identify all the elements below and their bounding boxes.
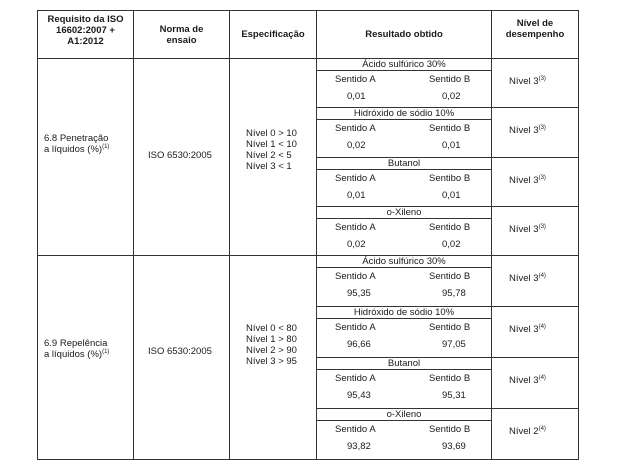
col-divider-5 [491,10,492,460]
table-bottom-border [37,459,579,460]
header-requisito [38,14,133,47]
requisito-footnote: (1) [102,143,110,150]
direction-a-label: Sentido A [335,221,376,233]
agent-title-underline [316,169,491,170]
header-nivel-line2: desempenho [505,29,565,40]
performance-level-footnote: (3) [538,75,546,82]
agent-name: o-Xileno [386,206,422,218]
performance-level-text: Nível 3 [509,273,539,284]
spec-line: Nível 1 < 10 [246,139,297,150]
performance-level [509,76,578,87]
spec-line: Nível 1 > 80 [246,334,297,345]
direction-b-value: 0,01 [442,140,461,152]
spec-section-1 [246,128,316,172]
direction-b-value: 97,05 [442,339,466,350]
performance-level-footnote: (4) [538,425,546,432]
agent-title-underline [316,119,491,120]
header-especificacao: Especificação [241,29,305,40]
requisito-line1: 6.9 Repelência [44,338,108,349]
performance-level-text: Nível 2 [509,426,539,437]
requisito-footnote: (1) [102,348,110,355]
direction-a-value: 0,01 [347,91,366,102]
performance-level-text: Nível 3 [509,223,539,235]
agent-name: Butanol [387,358,421,369]
spec-line: Nível 3 > 95 [246,356,297,367]
spec-line: Nível 0 > 10 [246,128,297,139]
agent-title-underline [316,70,491,71]
requisito-line1: 6.8 Penetração [44,133,109,144]
spec-line: Nível 2 < 5 [246,150,292,161]
direction-b-value: 95,31 [442,390,466,401]
direction-b-label: Sentido B [429,74,471,85]
direction-a-label: Sentido A [335,322,376,333]
agent-name: Ácido sulfúrico 30% [362,59,446,70]
norma-section-1: ISO 6530:2005 [148,150,212,161]
agent-name: Hidróxido de sódio 10% [353,108,455,120]
performance-level-footnote: (3) [538,125,546,132]
performance-level [509,375,578,386]
col-divider-4 [316,10,317,460]
performance-level [509,175,578,186]
direction-b-label: Sentido B [429,322,471,333]
header-requisito-line3: A1:2012 [67,36,104,47]
direction-a-label: Sentido A [335,172,376,184]
spec-line: Nível 0 < 80 [246,323,297,334]
performance-level-footnote: (4) [538,323,546,330]
direction-a-value: 96,66 [347,339,371,350]
col-divider-2 [133,10,134,460]
direction-a-label: Sentido A [335,74,376,85]
performance-level [509,224,578,235]
spec-section-2 [246,323,316,367]
direction-b-label: Sentido B [429,271,471,282]
performance-level-text: Nível 3 [509,76,539,87]
performance-level [509,125,578,136]
header-nivel [492,18,578,40]
direction-a-value: 0,02 [347,238,366,250]
performance-level-text: Nível 3 [509,375,539,386]
direction-b-value: 0,02 [442,91,461,102]
header-norma [134,24,229,46]
requisito-line2 [44,349,132,360]
requisito-line2-text: a líquidos (%) [44,144,103,155]
norma-section-2: ISO 6530:2005 [148,346,212,357]
table-top-border [37,10,579,11]
agent-name: Hidróxido de sódio 10% [353,307,455,318]
performance-level-text: Nível 3 [509,125,539,137]
agent-name: o-Xileno [386,409,422,420]
direction-a-value: 95,43 [347,390,371,401]
agent-title-underline [316,420,491,421]
direction-b-label: Sentido B [429,221,471,233]
header-requisito-line2: 16602:2007 + [56,25,115,36]
direction-b-label: Sentido B [429,123,471,135]
header-requisito-line1: Requisito da ISO [47,14,124,25]
agent-title-underline [316,218,491,219]
performance-level-footnote: (4) [538,272,546,279]
direction-b-value: 95,78 [442,288,466,299]
direction-b-label: Sentido B [429,373,471,384]
col-divider-3 [229,10,230,460]
header-resultado: Resultado obtido [365,29,443,40]
results-table [37,10,579,460]
spec-line: Nível 3 < 1 [246,161,292,172]
agent-name: Ácido sulfúrico 30% [362,256,446,267]
requisito-line2 [44,144,132,155]
direction-b-label: Sentido B [429,424,471,435]
requisito-6-8 [44,133,132,155]
performance-level [509,273,578,284]
requisito-line2-text: a líquidos (%) [44,349,103,360]
direction-a-value: 0,01 [347,189,366,201]
direction-a-value: 93,82 [347,441,371,452]
direction-a-value: 0,02 [347,140,366,152]
requisito-6-9 [44,338,132,360]
performance-level [509,426,578,437]
direction-a-label: Sentido A [335,271,376,282]
agent-title-underline [316,267,491,268]
direction-a-label: Sentido A [335,123,376,135]
performance-level-text: Nível 3 [509,324,539,335]
direction-a-label: Sentido A [335,373,376,384]
header-norma-line2: ensaio [166,35,197,46]
header-nivel-line1: Nível de [516,18,554,29]
section-divider [37,255,579,256]
performance-level-text: Nível 3 [509,174,539,186]
agent-name: Butanol [387,157,421,169]
performance-level [509,324,578,335]
direction-b-value: 93,69 [442,441,466,452]
direction-a-value: 95,35 [347,288,371,299]
performance-level-footnote: (3) [538,174,546,181]
direction-a-label: Sentido A [335,424,376,435]
header-norma-line1: Norma de [159,24,204,35]
performance-level-footnote: (4) [538,374,546,381]
col-divider-1 [37,10,38,460]
spec-line: Nível 2 > 90 [246,345,297,356]
performance-level-footnote: (3) [538,223,546,230]
agent-title-underline [316,369,491,370]
header-bottom-border [37,58,579,59]
direction-b-value: 0,02 [442,238,461,250]
direction-b-label: Sentibo B [429,172,471,184]
direction-b-value: 0,01 [442,189,461,201]
col-divider-6 [578,10,579,460]
agent-title-underline [316,318,491,319]
